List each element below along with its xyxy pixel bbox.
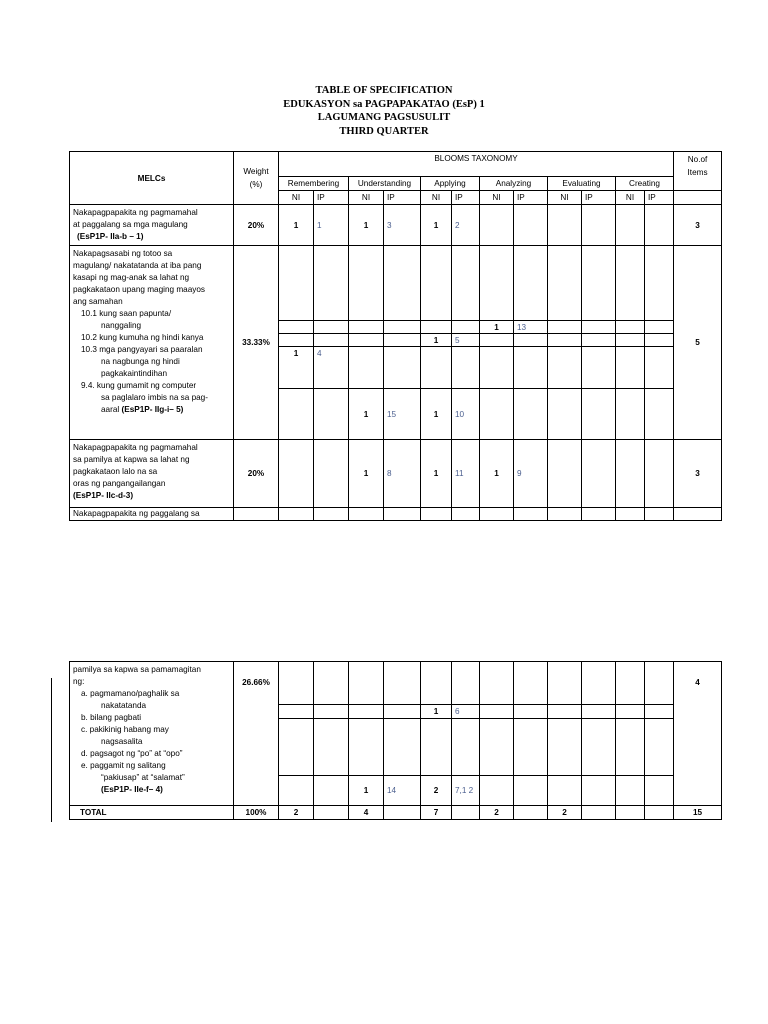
ni-header: NI <box>480 191 514 205</box>
melc-3-items: 3 <box>674 440 722 508</box>
total-remembering: 2 <box>279 806 314 820</box>
melc-2-und-ip: 15 <box>384 389 421 440</box>
table-row <box>70 508 722 521</box>
melc-1-rem-ni: 1 <box>279 205 314 246</box>
melc-1-app-ni: 1 <box>421 205 452 246</box>
melc-1-items: 3 <box>674 205 722 246</box>
melc-2-app-ip: 5 <box>452 334 480 347</box>
melc-4-weight: 26.66% <box>234 662 279 806</box>
melc-2-sub: 10.1 kung saan papunta/ <box>81 309 172 318</box>
total-evaluating: 2 <box>548 806 582 820</box>
melc-1-code: (EsP1P- IIa-b – 1) <box>77 232 144 241</box>
level-understanding: Understanding <box>349 177 421 191</box>
melc-4-code: (EsP1P- IIe-f– 4) <box>101 785 163 794</box>
melc-4-app-ip-2: 7,1 2 <box>452 776 480 806</box>
melc-3-ana-ip: 9 <box>514 440 548 508</box>
melc-2-sub: 9.4. kung gumamit ng computer <box>81 381 197 390</box>
melc-3-ana-ni: 1 <box>480 440 514 508</box>
ip-header: IP <box>645 191 674 205</box>
total-understanding: 4 <box>349 806 384 820</box>
items-header-blank <box>674 191 722 205</box>
melc-3-text <box>70 440 234 508</box>
table-row <box>70 662 722 705</box>
margin-line <box>51 678 52 822</box>
melc-4-und-ip: 14 <box>384 776 421 806</box>
total-weight: 100% <box>234 806 279 820</box>
melc-2-sub: 10.3 mga pangyayari sa paaralan <box>81 345 203 354</box>
melc-3-line: pagkakataon lalo na sa <box>73 467 158 476</box>
melc-2-line: magulang/ nakatatanda at iba pang <box>73 261 202 270</box>
exam-line: LAGUMANG PAGSUSULIT <box>317 112 451 123</box>
weight-label: Weight <box>243 167 269 176</box>
melc-1-und-ip: 3 <box>384 205 421 246</box>
level-remembering: Remembering <box>279 177 349 191</box>
melc-1-line: Nakapagpapakita ng pagmamahal <box>73 208 198 217</box>
total-label: TOTAL <box>70 806 234 820</box>
melc-1-text <box>70 205 234 246</box>
melc-2-rem-ip: 4 <box>314 347 349 389</box>
melc-1-rem-ip: 1 <box>314 205 349 246</box>
melc-4-sub: b. bilang pagbati <box>81 713 142 722</box>
melc-2-sub: na nagbunga ng hindi <box>101 357 180 366</box>
subject-line: EDUKASYON sa PAGPAPAKATAO (EsP) 1 <box>283 98 485 110</box>
total-applying: 7 <box>421 806 452 820</box>
melc-2-weight: 33.33% <box>234 246 279 440</box>
melc-2-line: Nakapagsasabi ng totoo sa <box>73 249 173 258</box>
ni-header: NI <box>616 191 645 205</box>
melc-2-items: 5 <box>674 246 722 440</box>
melc-1-und-ni: 1 <box>349 205 384 246</box>
melc-3-und-ni: 1 <box>349 440 384 508</box>
melcs-header: MELCs <box>70 152 234 205</box>
melc-4-app-ni: 1 <box>421 705 452 719</box>
melc-4-sub: e. paggamit ng salitang <box>81 761 166 770</box>
document-header <box>0 84 768 138</box>
melc-4-line: pamilya sa kapwa sa pamamagitan <box>73 665 201 674</box>
table-row <box>70 246 722 321</box>
total-analyzing: 2 <box>480 806 514 820</box>
melc-3-line: oras ng pangangailangan <box>73 479 166 488</box>
melc-2-app-ni: 1 <box>421 334 452 347</box>
melc-3-weight: 20% <box>234 440 279 508</box>
melc-2-sub: 10.2 kung kumuha ng hindi kanya <box>81 333 204 342</box>
level-analyzing: Analyzing <box>480 177 548 191</box>
melc-2-line: pagkakataon upang maging maayos <box>73 285 206 294</box>
melc-2-und-ni: 1 <box>349 389 384 440</box>
total-items: 15 <box>674 806 722 820</box>
weight-header <box>234 152 279 205</box>
melc-1-line: at paggalang sa mga magulang <box>73 220 188 229</box>
melc-2-sub: sa paglalaro imbis na sa pag- <box>101 393 208 402</box>
ip-header: IP <box>582 191 616 205</box>
melc-3-line: Nakapagpapakita ng pagmamahal <box>73 443 198 452</box>
blooms-header: BLOOMS TAXONOMY <box>279 152 674 177</box>
melc-2-sub: aaral <box>101 405 120 414</box>
melc-2-sub: nanggaling <box>101 321 142 330</box>
melc-2-app-ip-2: 10 <box>452 389 480 440</box>
melc-4-sub: d. pagsagot ng “po” at “opo” <box>81 749 183 758</box>
ip-header: IP <box>384 191 421 205</box>
melc-2-code: (EsP1P- IIg-i– 5) <box>121 405 184 414</box>
ni-header: NI <box>349 191 384 205</box>
melc-4-text <box>70 662 234 806</box>
melc-4-first-line: Nakapagpapakita ng paggalang sa <box>70 508 234 521</box>
level-applying: Applying <box>421 177 480 191</box>
melc-2-text <box>70 246 234 440</box>
melc-4-sub: c. pakikinig habang may <box>81 725 169 734</box>
melc-4-app-ni-2: 2 <box>421 776 452 806</box>
ip-header: IP <box>314 191 349 205</box>
melc-3-line: sa pamilya at kapwa sa lahat ng <box>73 455 190 464</box>
title-line: TABLE OF SPECIFICATION <box>315 85 453 96</box>
table-row <box>70 440 722 508</box>
melc-2-line: ang samahan <box>73 297 123 306</box>
melc-2-ana-ni: 1 <box>480 321 514 334</box>
ip-header: IP <box>514 191 548 205</box>
melc-4-app-ip: 6 <box>452 705 480 719</box>
melc-4-sub: nagsasalita <box>101 737 143 746</box>
melc-4-line: ng: <box>73 677 85 686</box>
total-row <box>70 806 722 820</box>
melc-2-rem-ni: 1 <box>279 347 314 389</box>
ni-header: NI <box>548 191 582 205</box>
melc-2-ana-ip: 13 <box>514 321 548 334</box>
spec-table-part1 <box>69 151 722 521</box>
melc-2-line: kasapi ng mag-anak sa lahat ng <box>73 273 190 282</box>
ip-header: IP <box>452 191 480 205</box>
melc-3-app-ni: 1 <box>421 440 452 508</box>
spec-table-part2 <box>69 661 722 820</box>
melc-4-sub: a. pagmamano/paghalik sa <box>81 689 180 698</box>
melc-4-sub: nakatatanda <box>101 701 147 710</box>
level-creating: Creating <box>616 177 674 191</box>
items-header: No.of Items <box>674 152 722 191</box>
melc-1-app-ip: 2 <box>452 205 480 246</box>
level-evaluating: Evaluating <box>548 177 616 191</box>
melc-4-und-ni: 1 <box>349 776 384 806</box>
quarter-line: THIRD QUARTER <box>339 125 429 137</box>
ni-header: NI <box>421 191 452 205</box>
melc-2-app-ni-2: 1 <box>421 389 452 440</box>
melc-3-code: (EsP1P- IIc-d-3) <box>73 491 134 500</box>
ni-header: NI <box>279 191 314 205</box>
melc-4-sub: “pakiusap” at “salamat” <box>101 773 185 782</box>
melc-2-sub: pagkakaintindihan <box>101 369 168 378</box>
melc-3-app-ip: 11 <box>452 440 480 508</box>
table-row <box>70 205 722 246</box>
melc-4-items: 4 <box>674 662 722 806</box>
melc-3-und-ip: 8 <box>384 440 421 508</box>
weight-unit: (%) <box>249 180 263 189</box>
melc-1-weight: 20% <box>234 205 279 246</box>
